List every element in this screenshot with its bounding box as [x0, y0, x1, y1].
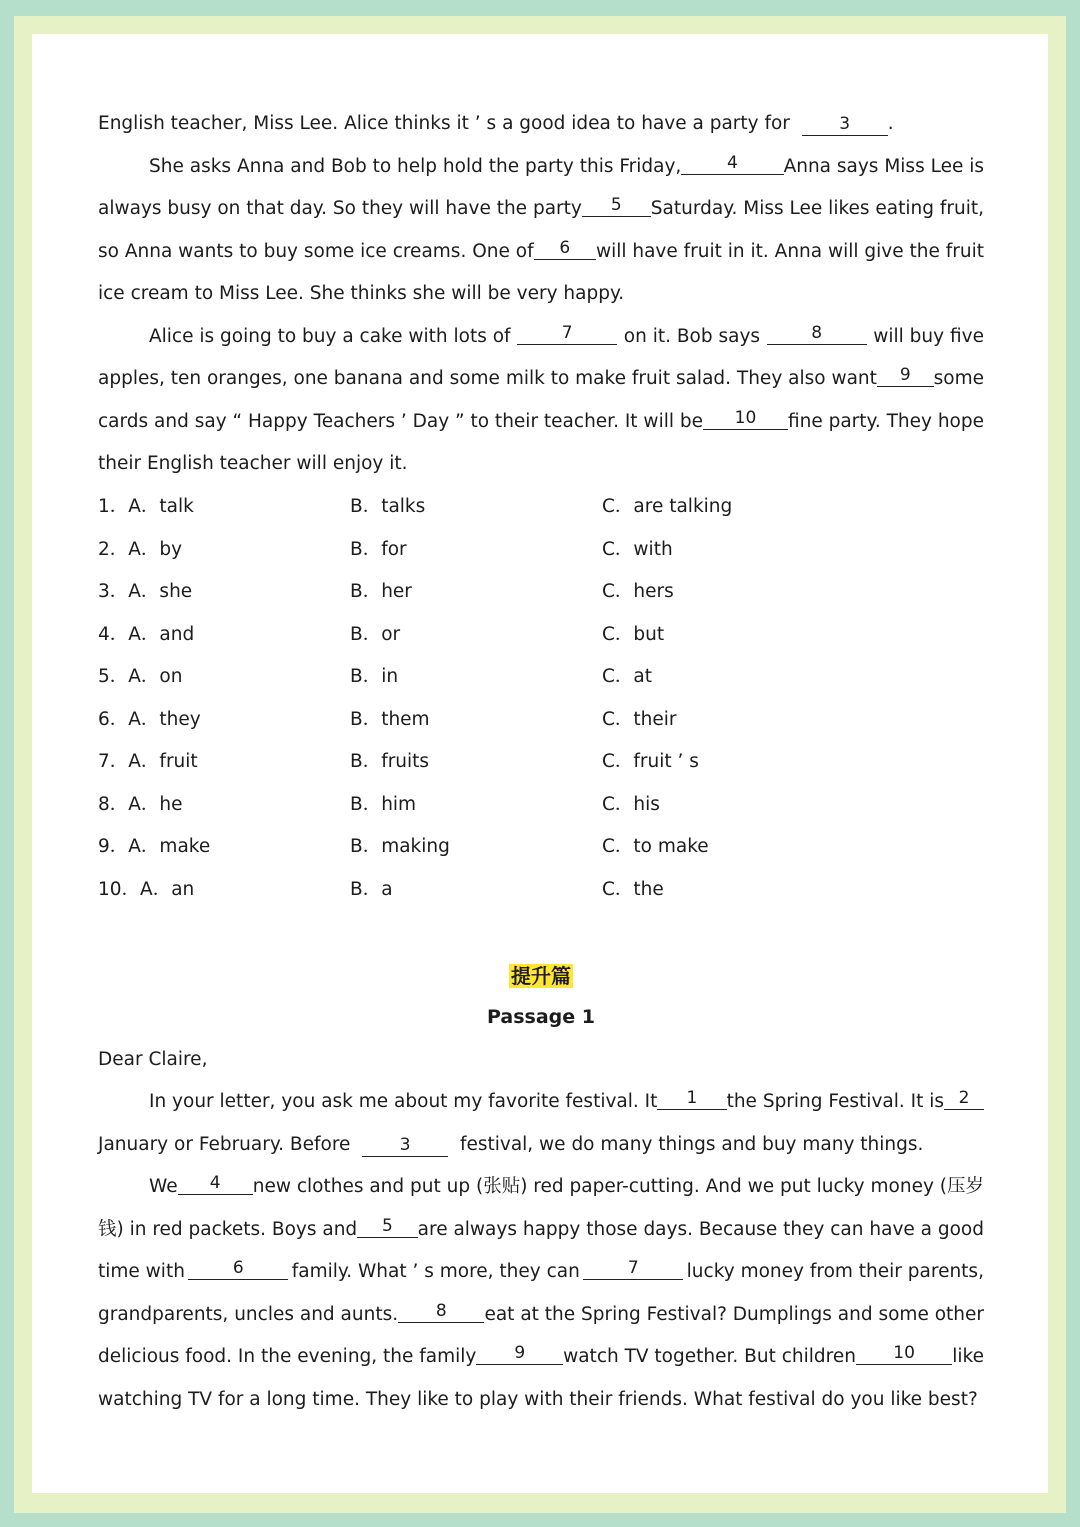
option-b[interactable]: B．her: [350, 581, 412, 602]
answer-blank[interactable]: 3: [802, 113, 888, 136]
option-a[interactable]: 1．A．talk: [98, 496, 194, 517]
option-c[interactable]: C．at: [602, 666, 653, 687]
option-row: [98, 747, 984, 777]
passage-line: We 4 new clothes and put up (张贴) red paper-cutting. And we put lucky money (压岁: [149, 1173, 984, 1197]
passage-line: delicious food. In the evening, the family 9 watch TV together. But children 10 like: [98, 1343, 984, 1367]
passage-heading: [98, 1002, 984, 1032]
answer-blank[interactable]: 6: [188, 1257, 288, 1280]
passage-line: so Anna wants to buy some ice creams. One of 6 will have fruit in it. Anna will give the fruit: [98, 238, 984, 262]
answer-blank[interactable]: 5: [582, 194, 651, 217]
letter-greeting: Dear Claire,: [98, 1049, 208, 1070]
option-row: [98, 662, 984, 692]
option-c[interactable]: C．fruit ’ s: [602, 751, 699, 772]
answer-blank[interactable]: 4: [178, 1172, 253, 1195]
passage-line: apples, ten oranges, one banana and some milk to make fruit salad. They also want 9 some: [98, 365, 984, 389]
answer-blank[interactable]: 1: [657, 1087, 726, 1110]
section-heading: [98, 961, 984, 991]
answer-blank[interactable]: 2: [944, 1087, 984, 1110]
option-c[interactable]: C．hers: [602, 581, 674, 602]
option-a[interactable]: 3．A．she: [98, 581, 193, 602]
answer-blank[interactable]: 10: [703, 407, 788, 430]
answer-blank[interactable]: 4: [681, 152, 783, 175]
answer-blank[interactable]: 9: [476, 1342, 563, 1365]
passage-line: English teacher, Miss Lee. Alice thinks it ’ s a good idea to have a party for 3 .: [98, 113, 894, 134]
option-row: [98, 832, 984, 862]
passage-line: She asks Anna and Bob to help hold the party this Friday, 4 Anna says Miss Lee is: [149, 153, 984, 177]
section-title: 提升篇: [511, 964, 571, 988]
option-c[interactable]: C．his: [602, 794, 660, 815]
option-row: [98, 790, 984, 820]
option-row: [98, 492, 984, 522]
option-b[interactable]: B．fruits: [350, 751, 430, 772]
option-b[interactable]: B．him: [350, 794, 417, 815]
answer-blank[interactable]: 6: [534, 237, 596, 260]
passage-line: grandparents, uncles and aunts. 8 eat at the Spring Festival? Dumplings and some other: [98, 1301, 984, 1325]
option-a[interactable]: 4．A．and: [98, 624, 195, 645]
option-a[interactable]: 7．A．fruit: [98, 751, 198, 772]
passage-line: time with 6 family. What ’ s more, they can 7 lucky money from their parents,: [98, 1258, 984, 1282]
option-b[interactable]: B．or: [350, 624, 401, 645]
answer-blank[interactable]: 9: [877, 364, 934, 387]
option-a[interactable]: 5．A．on: [98, 666, 183, 687]
answer-blank[interactable]: 7: [583, 1257, 683, 1280]
passage-line: always busy on that day. So they will have the party 5 Saturday. Miss Lee likes eating fruit,: [98, 195, 984, 219]
option-a[interactable]: 9．A．make: [98, 836, 211, 857]
option-c[interactable]: C．with: [602, 539, 673, 560]
option-b[interactable]: B．for: [350, 539, 407, 560]
passage-line: watching TV for a long time. They like to play with their friends. What festival do you like best?: [98, 1389, 978, 1410]
option-a[interactable]: 6．A．they: [98, 709, 201, 730]
passage-line: January or February. Before 3 festival, we do many things and buy many things.: [98, 1134, 924, 1155]
answer-blank[interactable]: 8: [398, 1300, 484, 1323]
option-c[interactable]: C．to make: [602, 836, 709, 857]
option-b[interactable]: B．in: [350, 666, 399, 687]
passage-line: their English teacher will enjoy it.: [98, 453, 408, 474]
passage-line: In your letter, you ask me about my favorite festival. It 1 the Spring Festival. It is 2: [98, 1087, 984, 1117]
answer-blank[interactable]: 5: [357, 1215, 417, 1238]
passage-title: Passage 1: [487, 1006, 595, 1028]
option-row: [98, 875, 984, 905]
answer-blank[interactable]: 10: [856, 1342, 952, 1365]
option-c[interactable]: C．the: [602, 879, 664, 900]
option-b[interactable]: B．making: [350, 836, 450, 857]
passage-line: cards and say “ Happy Teachers ’ Day ” to their teacher. It will be 10 fine party. They hope: [98, 408, 984, 432]
answer-blank[interactable]: 3: [362, 1134, 448, 1157]
answer-blank[interactable]: 8: [767, 322, 867, 345]
option-b[interactable]: B．talks: [350, 496, 426, 517]
option-row: [98, 535, 984, 565]
option-b[interactable]: B．a: [350, 879, 393, 900]
option-a[interactable]: 10．A．an: [98, 879, 195, 900]
passage-line: Alice is going to buy a cake with lots of 7 on it. Bob says 8 will buy five: [149, 323, 984, 347]
option-c[interactable]: C．their: [602, 709, 677, 730]
document-page: [32, 34, 1048, 1493]
passage-line: 钱) in red packets. Boys and 5 are always happy those days. Because they can have a good: [98, 1216, 984, 1240]
option-b[interactable]: B．them: [350, 709, 430, 730]
option-row: [98, 577, 984, 607]
option-c[interactable]: C．but: [602, 624, 665, 645]
option-row: [98, 620, 984, 650]
option-c[interactable]: C．are talking: [602, 496, 733, 517]
option-row: [98, 705, 984, 735]
answer-blank[interactable]: 7: [517, 322, 617, 345]
option-a[interactable]: 2．A．by: [98, 539, 183, 560]
option-a[interactable]: 8．A．he: [98, 794, 183, 815]
passage-line: ice cream to Miss Lee. She thinks she will be very happy.: [98, 283, 625, 304]
